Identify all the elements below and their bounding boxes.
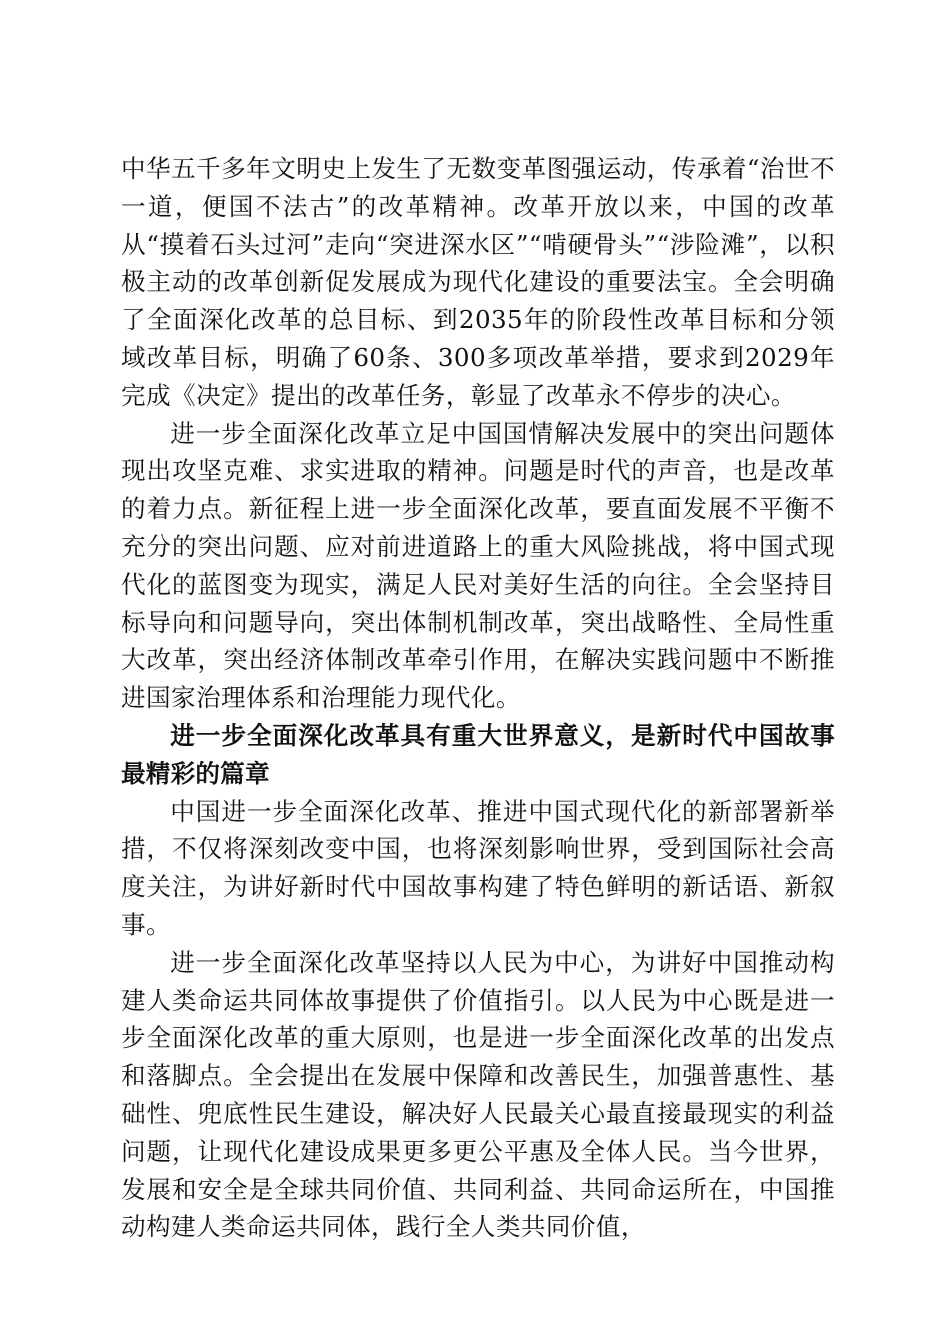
paragraph-problem-oriented: 进一步全面深化改革立足中国国情解决发展中的突出问题体现出攻坚克难、求实进取的精神。问题是时代的声音，也是改革的着力点。新征程上进一步全面深化改革，要直面发展不平衡不充分的突出问题、应对前进道路上的重大风险挑战，将中国式现代化的蓝图变为现实，满足人民对美好生活的向往。全会坚持目标导向和问题导向，突出体制机制改革，突出战略性、全局性重大改革，突出经济体制改革牵引作用，在解决实践问题中不断推进国家治理体系和治理能力现代化。 [121, 418, 835, 713]
document-page [121, 150, 835, 1246]
section-heading: 进一步全面深化改革具有重大世界意义，是新时代中国故事最精彩的篇章 [121, 720, 835, 788]
paragraph-reform-history: 中华五千多年文明史上发生了无数变革图强运动，传承着“治世不一道，便国不法古”的改革精神。改革开放以来，中国的改革从“摸着石头过河”走向“突进深水区”“啃硬骨头”“涉险滩”，以积极主动的改革创新促发展成为现代化建设的重要法宝。全会明确了全面深化改革的总目标、到2035年的阶段性改革目标和分领域改革目标，明确了60条、300多项改革举措，要求到2029年完成《决定》提出的改革任务，彰显了改革永不停步的决心。 [121, 154, 835, 410]
paragraph-world-significance: 中国进一步全面深化改革、推进中国式现代化的新部署新举措，不仅将深刻改变中国，也将深刻影响世界，受到国际社会高度关注，为讲好新时代中国故事构建了特色鲜明的新话语、新叙事。 [121, 796, 835, 939]
paragraph-people-centered: 进一步全面深化改革坚持以人民为中心，为讲好中国推动构建人类命运共同体故事提供了价值指引。以人民为中心既是进一步全面深化改革的重大原则，也是进一步全面深化改革的出发点和落脚点。全会提出在发展中保障和改善民生，加强普惠性、基础性、兜底性民生建设，解决好人民最关心最直接最现实的利益问题，让现代化建设成果更多更公平惠及全体人民。当今世界，发展和安全是全球共同价值、共同利益、共同命运所在，中国推动构建人类命运共同体，践行全人类共同价值， [121, 947, 835, 1242]
